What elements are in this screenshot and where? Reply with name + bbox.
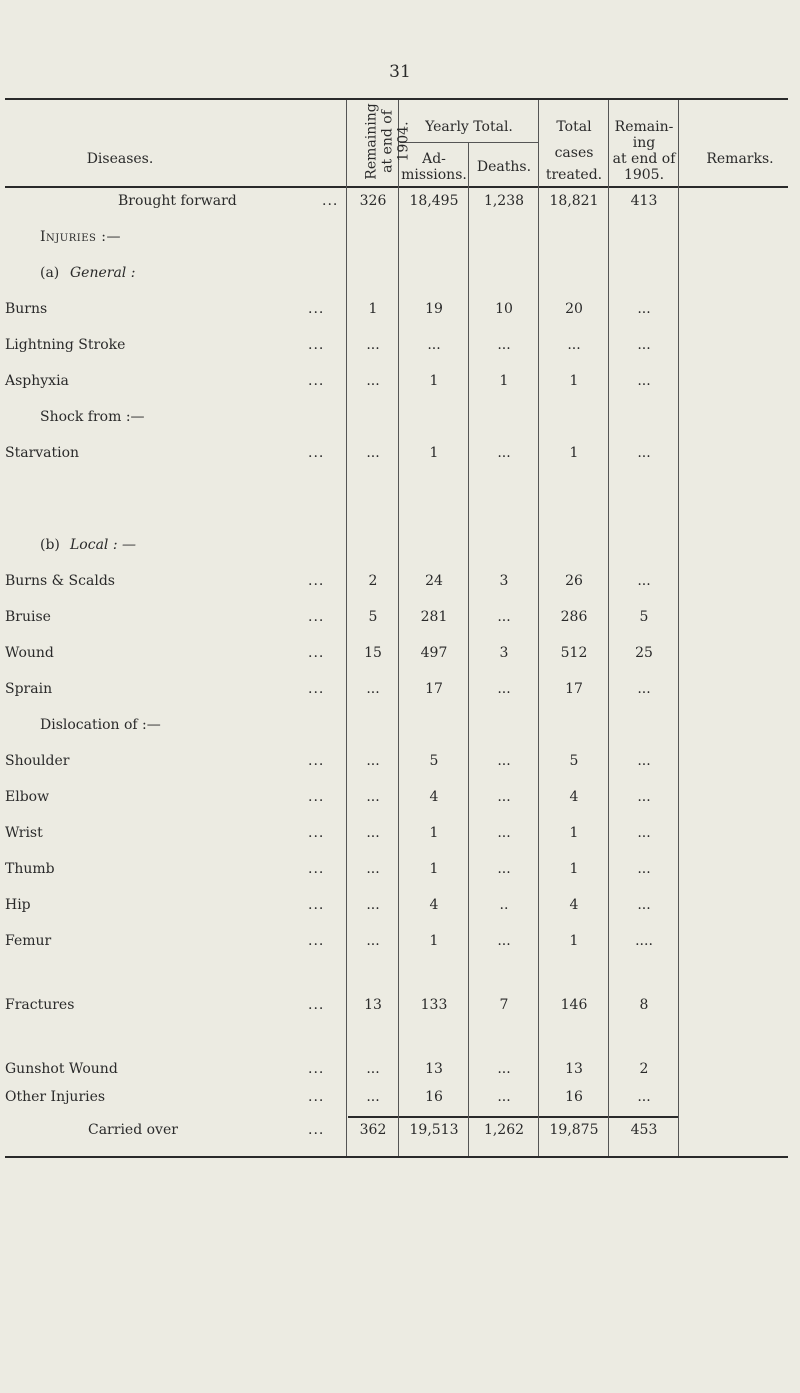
- row-label: Sprain: [5, 681, 53, 697]
- row-label: Starvation: [5, 445, 80, 461]
- cell-remaining-end: ...: [637, 337, 651, 353]
- row-label: Injuries :—: [40, 229, 122, 245]
- row-dots: ...: [308, 825, 325, 841]
- cell-admissions: 5: [429, 753, 439, 769]
- row-label: Brought forward: [118, 193, 237, 209]
- cell-deaths: ...: [497, 337, 511, 353]
- cell-total: 17: [565, 681, 583, 697]
- cell-remaining: ...: [366, 1061, 380, 1077]
- cell-total: ...: [567, 337, 581, 353]
- cell-admissions: 1: [429, 445, 439, 461]
- row-dots: ...: [308, 1122, 325, 1138]
- row-label: (b): [40, 537, 60, 553]
- cell-remaining: ...: [366, 897, 380, 913]
- cell-admissions: 16: [425, 1089, 443, 1105]
- cell-remaining-end: ...: [637, 1089, 651, 1105]
- cell-remaining: ...: [366, 825, 380, 841]
- cell-remaining: ...: [366, 445, 380, 461]
- cell-remaining: ...: [366, 337, 380, 353]
- header-remarks: Remarks.: [706, 151, 774, 167]
- header-remaining-end-line4: 1905.: [623, 167, 665, 183]
- row-label: Lightning Stroke: [5, 337, 126, 353]
- row-label: (a): [40, 265, 60, 281]
- cell-remaining-end: ...: [637, 825, 651, 841]
- row-label: Shock from :—: [40, 409, 145, 425]
- cell-deaths: ...: [497, 861, 511, 877]
- cell-admissions: 17: [425, 681, 443, 697]
- row-dots: ...: [308, 445, 325, 461]
- cell-remaining: ...: [366, 789, 380, 805]
- cell-admissions: 19: [425, 301, 443, 317]
- row-label: Elbow: [5, 789, 50, 805]
- header-total-line2: cases: [554, 145, 594, 161]
- header-remaining-end-line2: ing: [632, 135, 656, 151]
- row-dots: ...: [308, 1061, 325, 1077]
- cell-remaining: 5: [368, 609, 378, 625]
- cell-admissions: 4: [429, 897, 439, 913]
- cell-remaining-end: ...: [637, 789, 651, 805]
- cell-deaths: 1: [499, 373, 509, 389]
- cell-remaining-end: ...: [637, 301, 651, 317]
- row-dots: ...: [308, 681, 325, 697]
- cell-remaining: 1: [368, 301, 378, 317]
- row-label: Thumb: [5, 861, 55, 877]
- cell-total: 20: [565, 301, 583, 317]
- cell-total: 286: [560, 609, 588, 625]
- row-dots: ...: [308, 573, 325, 589]
- cell-deaths: ...: [497, 609, 511, 625]
- cell-deaths: ...: [497, 933, 511, 949]
- row-label: Fractures: [5, 997, 75, 1013]
- header-remaining-end-line3: at end of: [612, 151, 676, 167]
- cell-total: 1: [569, 933, 579, 949]
- cell-deaths: 3: [499, 645, 509, 661]
- cell-remaining-end: ...: [637, 573, 651, 589]
- cell-admissions: ...: [427, 337, 441, 353]
- cell-admissions: 18,495: [409, 193, 459, 209]
- header-remaining-line1: Remaining: [363, 103, 380, 180]
- cell-remaining-end: 5: [639, 609, 649, 625]
- row-dots: ...: [308, 301, 325, 317]
- table-lower-rows: [0, 98, 800, 1158]
- cell-remaining: 2: [368, 573, 378, 589]
- cell-remaining-end: ...: [637, 445, 651, 461]
- row-dots: ...: [308, 337, 325, 353]
- row-dots: ...: [308, 997, 325, 1013]
- header-admissions-line1: Ad-: [422, 151, 446, 167]
- row-dots: ...: [308, 897, 325, 913]
- row-label: Dislocation of :—: [40, 717, 161, 733]
- header-remaining-line2: at end of: [379, 110, 396, 173]
- cell-remaining: 326: [359, 193, 387, 209]
- cell-total: 18,821: [549, 193, 599, 209]
- cell-admissions: 19,513: [409, 1122, 459, 1138]
- cell-total: 26: [565, 573, 583, 589]
- row-dots: ...: [322, 193, 339, 209]
- row-label: Burns: [5, 301, 48, 317]
- cell-total: 512: [560, 645, 588, 661]
- header-remaining-line3: 1904.: [395, 121, 412, 162]
- cell-remaining-end: ...: [637, 861, 651, 877]
- cell-remaining: 15: [364, 645, 382, 661]
- row-dots: ...: [308, 609, 325, 625]
- row-label: Other Injuries: [5, 1089, 106, 1105]
- cell-deaths: 7: [499, 997, 509, 1013]
- header-admissions-line2: missions.: [401, 167, 467, 183]
- cell-admissions: 1: [429, 373, 439, 389]
- cell-admissions: 4: [429, 789, 439, 805]
- header-yearly-total: Yearly Total.: [425, 119, 513, 135]
- row-label: Carried over: [88, 1122, 178, 1138]
- cell-admissions: 281: [420, 609, 448, 625]
- header-diseases: Diseases.: [86, 151, 154, 167]
- row-label: Femur: [5, 933, 52, 949]
- cell-admissions: 13: [425, 1061, 443, 1077]
- cell-remaining-end: 453: [630, 1122, 658, 1138]
- cell-deaths: ...: [497, 681, 511, 697]
- cell-total: 5: [569, 753, 579, 769]
- cell-remaining: ...: [366, 373, 380, 389]
- cell-remaining-end: ....: [635, 933, 653, 949]
- row-dots: ...: [308, 373, 325, 389]
- cell-remaining: ...: [366, 861, 380, 877]
- cell-admissions: 133: [420, 997, 448, 1013]
- cell-deaths: ...: [497, 789, 511, 805]
- cell-remaining: ...: [366, 681, 380, 697]
- row-label: Bruise: [5, 609, 51, 625]
- header-remaining-end-line1: Remain-: [614, 119, 674, 135]
- row-dots: ...: [308, 1089, 325, 1105]
- cell-deaths: 3: [499, 573, 509, 589]
- row-label-italic: Local : —: [70, 537, 137, 553]
- cell-remaining-end: ...: [637, 753, 651, 769]
- row-dots: ...: [308, 861, 325, 877]
- cell-admissions: 497: [420, 645, 448, 661]
- row-label: Wrist: [5, 825, 43, 841]
- cell-remaining: 362: [359, 1122, 387, 1138]
- row-dots: ...: [308, 789, 325, 805]
- cell-remaining: ...: [366, 753, 380, 769]
- row-dots: ...: [308, 933, 325, 949]
- cell-remaining: ...: [366, 933, 380, 949]
- cell-total: 1: [569, 373, 579, 389]
- cell-total: 13: [565, 1061, 583, 1077]
- page-number: 31: [389, 62, 411, 82]
- cell-remaining: 13: [364, 997, 382, 1013]
- header-deaths: Deaths.: [476, 159, 532, 175]
- cell-deaths: 10: [495, 301, 513, 317]
- row-label-italic: General :: [70, 265, 136, 281]
- cell-deaths: ...: [497, 1089, 511, 1105]
- cell-deaths: ...: [497, 825, 511, 841]
- cell-deaths: ...: [497, 753, 511, 769]
- cell-remaining-end: 8: [639, 997, 649, 1013]
- cell-total: 4: [569, 789, 579, 805]
- cell-deaths: ..: [499, 897, 509, 913]
- cell-admissions: 1: [429, 933, 439, 949]
- header-total-line3: treated.: [545, 167, 603, 183]
- cell-admissions: 24: [425, 573, 443, 589]
- cell-remaining-end: ...: [637, 681, 651, 697]
- cell-remaining-end: 2: [639, 1061, 649, 1077]
- cell-total: 1: [569, 825, 579, 841]
- row-label: Shoulder: [5, 753, 70, 769]
- row-label: Hip: [5, 897, 31, 913]
- cell-admissions: 1: [429, 861, 439, 877]
- row-label: Gunshot Wound: [5, 1061, 118, 1077]
- row-dots: ...: [308, 753, 325, 769]
- cell-deaths: ...: [497, 1061, 511, 1077]
- cell-deaths: ...: [497, 445, 511, 461]
- cell-deaths: 1,262: [483, 1122, 525, 1138]
- cell-total: 1: [569, 445, 579, 461]
- row-label: Wound: [5, 645, 54, 661]
- header-total-line1: Total: [556, 119, 592, 135]
- cell-total: 16: [565, 1089, 583, 1105]
- row-label: Burns & Scalds: [5, 573, 115, 589]
- cell-total: 4: [569, 897, 579, 913]
- cell-remaining-end: ...: [637, 373, 651, 389]
- cell-admissions: 1: [429, 825, 439, 841]
- cell-deaths: 1,238: [483, 193, 525, 209]
- cell-total: 1: [569, 861, 579, 877]
- cell-remaining-end: 413: [630, 193, 658, 209]
- cell-remaining-end: ...: [637, 897, 651, 913]
- row-dots: ...: [308, 645, 325, 661]
- cell-remaining-end: 25: [635, 645, 653, 661]
- row-label: Asphyxia: [5, 373, 69, 389]
- cell-total: 19,875: [549, 1122, 599, 1138]
- cell-remaining: ...: [366, 1089, 380, 1105]
- cell-total: 146: [560, 997, 588, 1013]
